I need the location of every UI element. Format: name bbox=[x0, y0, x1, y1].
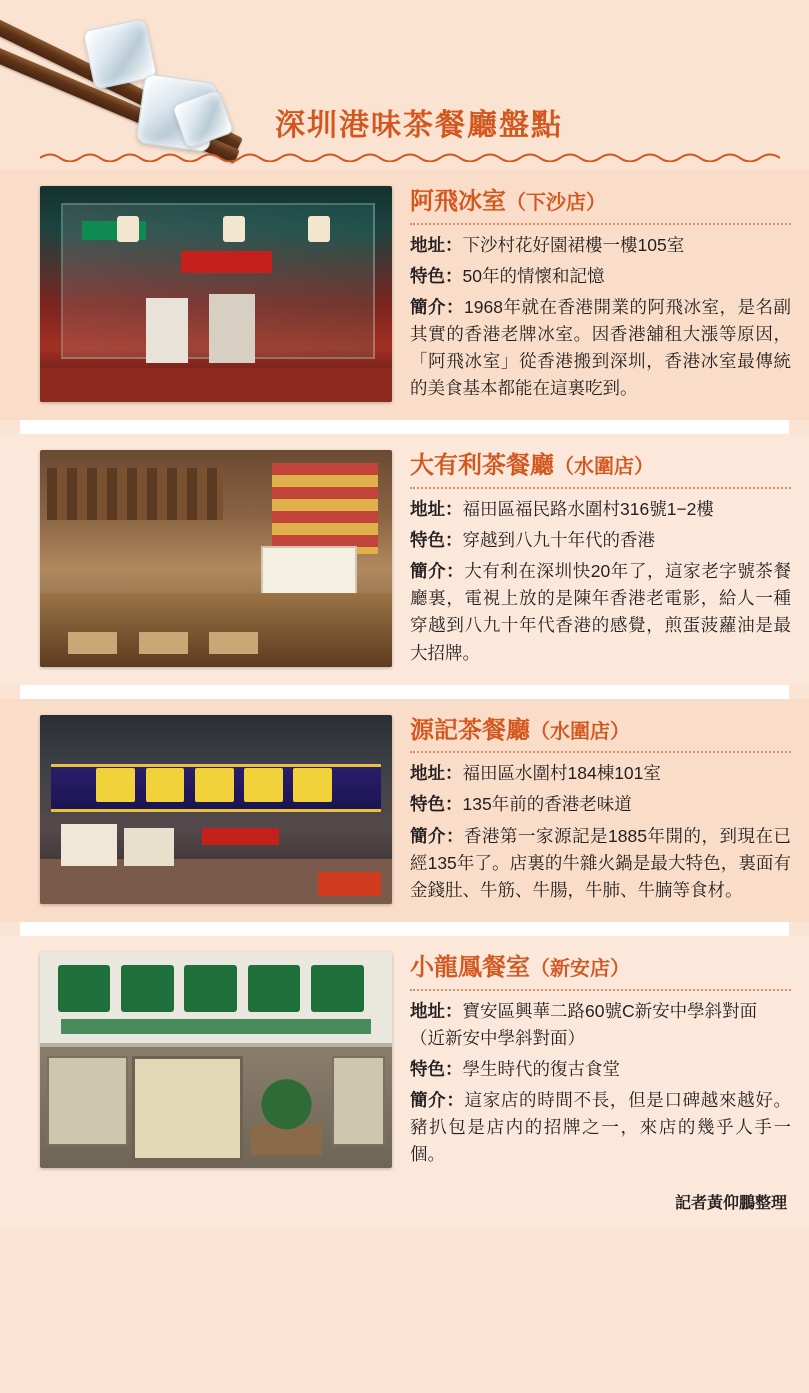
photo-watermark bbox=[318, 872, 381, 897]
restaurant-card[interactable] bbox=[0, 936, 809, 1186]
photo-shape bbox=[248, 965, 301, 1013]
page-header bbox=[0, 0, 809, 170]
restaurant-card[interactable] bbox=[0, 170, 809, 420]
intro-label: 簡介： bbox=[410, 825, 465, 846]
photo-shape bbox=[58, 965, 111, 1013]
photo-shape bbox=[139, 632, 188, 654]
restaurant-branch: （下沙店） bbox=[506, 192, 606, 214]
feature-value: 50年的情懷和記憶 bbox=[462, 265, 605, 286]
photo-shape bbox=[96, 768, 135, 802]
restaurant-photo bbox=[40, 450, 392, 666]
card-separator bbox=[0, 685, 809, 699]
photo-shape bbox=[181, 251, 273, 273]
feature-label: 特色： bbox=[410, 530, 463, 551]
photo-shape bbox=[293, 768, 332, 802]
restaurant-name-text: 小龍鳳餐室 bbox=[410, 953, 530, 981]
photo-shape bbox=[68, 632, 117, 654]
photo-shape bbox=[47, 1056, 128, 1147]
photo-content bbox=[40, 450, 392, 666]
wave-divider-icon bbox=[40, 152, 780, 162]
divider bbox=[410, 222, 791, 225]
intro-value: 大有利在深圳快20年了，這家老字號茶餐廳裏，電視上放的是陳年香港老電影，給人一種穿越到八九十年代香港的感覺，煎蛋菠蘿油是最大招牌。 bbox=[410, 561, 791, 663]
restaurant-address-row bbox=[410, 760, 791, 787]
photo-shape bbox=[184, 965, 237, 1013]
photo-shape bbox=[40, 593, 392, 667]
restaurant-name-text: 源記茶餐廳 bbox=[410, 716, 530, 744]
photo-shape bbox=[251, 1077, 321, 1155]
photo-shape bbox=[332, 1056, 385, 1147]
restaurant-intro-row bbox=[410, 1087, 791, 1168]
restaurant-card[interactable] bbox=[0, 699, 809, 922]
photo-shape bbox=[117, 216, 139, 242]
restaurant-photo bbox=[40, 186, 392, 402]
restaurant-name bbox=[410, 452, 791, 480]
intro-value: 1968年就在香港開業的阿飛冰室，是名副其實的香港老牌冰室。因香港舖租大漲等原因，「阿飛冰室」從香港搬到深圳，香港冰室最傳統的美食基本都能在這裏吃到。 bbox=[410, 296, 791, 399]
restaurant-intro-row bbox=[410, 558, 791, 667]
card-separator bbox=[0, 922, 809, 936]
photo-shape bbox=[244, 768, 283, 802]
photo-shape bbox=[223, 216, 245, 242]
photo-shape bbox=[121, 965, 174, 1013]
photo-shape bbox=[61, 1019, 371, 1034]
restaurant-photo bbox=[40, 715, 392, 904]
photo-shape bbox=[40, 368, 392, 403]
restaurant-info bbox=[410, 952, 791, 1168]
page-title: 深圳港味茶餐廳盤點 bbox=[275, 109, 563, 142]
feature-value: 學生時代的復古食堂 bbox=[462, 1058, 620, 1079]
restaurant-photo bbox=[40, 952, 392, 1168]
restaurant-info bbox=[410, 450, 791, 666]
divider bbox=[410, 988, 791, 991]
address-label: 地址： bbox=[410, 1000, 463, 1021]
divider bbox=[410, 486, 791, 489]
restaurant-branch: （新安店） bbox=[530, 957, 630, 980]
address-label: 地址： bbox=[410, 763, 463, 784]
chopsticks-icon bbox=[0, 0, 270, 160]
feature-label: 特色： bbox=[410, 1058, 463, 1079]
photo-shape bbox=[61, 824, 117, 866]
photo-shape bbox=[202, 828, 279, 845]
feature-value: 135年前的香港老味道 bbox=[462, 794, 632, 815]
restaurant-intro-row bbox=[410, 294, 791, 403]
photo-shape bbox=[209, 632, 258, 654]
restaurant-name bbox=[410, 188, 791, 216]
address-value: 寶安區興華二路60號C新安中學斜對面（近新安中學斜對面） bbox=[410, 1000, 758, 1048]
intro-value: 這家店的時間不長，但是口碑越來越好。豬扒包是店内的招牌之一，來店的幾乎人手一個。 bbox=[410, 1089, 792, 1165]
photo-shape bbox=[47, 468, 223, 520]
restaurant-name-text: 阿飛冰室 bbox=[410, 188, 506, 215]
feature-label: 特色： bbox=[410, 794, 463, 815]
intro-label: 簡介： bbox=[410, 296, 465, 317]
restaurant-branch: （水圍店） bbox=[554, 456, 654, 479]
intro-label: 簡介： bbox=[410, 1089, 465, 1110]
restaurant-name-text: 大有利茶餐廳 bbox=[410, 452, 554, 480]
photo-shape bbox=[146, 298, 188, 363]
photo-shape bbox=[124, 828, 173, 866]
photo-shape bbox=[209, 294, 255, 363]
restaurant-feature-row bbox=[410, 791, 791, 818]
feature-label: 特色： bbox=[410, 265, 463, 286]
restaurant-feature-row bbox=[410, 1056, 791, 1083]
feature-value: 穿越到八九十年代的香港 bbox=[462, 530, 655, 551]
restaurant-feature-row bbox=[410, 527, 791, 554]
restaurant-address-row bbox=[410, 496, 791, 523]
restaurant-feature-row bbox=[410, 263, 791, 290]
card-separator bbox=[0, 420, 809, 434]
photo-shape bbox=[146, 768, 185, 802]
photo-content bbox=[40, 186, 392, 402]
address-value: 福田區水圍村184棟101室 bbox=[462, 763, 661, 784]
address-value: 福田區福民路水圍村316號1−2樓 bbox=[462, 498, 714, 519]
address-value: 下沙村花好園裙樓一樓105室 bbox=[462, 234, 685, 255]
restaurant-card-list bbox=[0, 170, 809, 1227]
restaurant-info bbox=[410, 715, 791, 904]
intro-value: 香港第一家源記是1885年開的，到現在已經135年了。店裏的牛雜火鍋是最大特色，裏面有金錢肚、牛筋、牛腸，牛肺、牛腩等食材。 bbox=[410, 825, 791, 900]
restaurant-info bbox=[410, 186, 791, 402]
restaurant-name bbox=[410, 717, 791, 745]
restaurant-card[interactable] bbox=[0, 434, 809, 684]
photo-content bbox=[40, 715, 392, 904]
photo-shape bbox=[272, 463, 378, 554]
restaurant-intro-row bbox=[410, 823, 791, 904]
restaurant-name bbox=[410, 954, 791, 982]
restaurant-address-row bbox=[410, 232, 791, 259]
intro-label: 簡介： bbox=[410, 561, 465, 582]
photo-shape bbox=[195, 768, 234, 802]
photo-shape bbox=[308, 216, 330, 242]
credit-line: 記者黃仰鵬整理 bbox=[0, 1186, 809, 1227]
photo-shape bbox=[311, 965, 364, 1013]
restaurant-branch: （水圍店） bbox=[530, 720, 630, 743]
divider bbox=[410, 750, 791, 753]
restaurant-address-row bbox=[410, 998, 791, 1052]
photo-content bbox=[40, 952, 392, 1168]
address-label: 地址： bbox=[410, 234, 463, 255]
photo-shape bbox=[132, 1056, 244, 1162]
address-label: 地址： bbox=[410, 498, 463, 519]
